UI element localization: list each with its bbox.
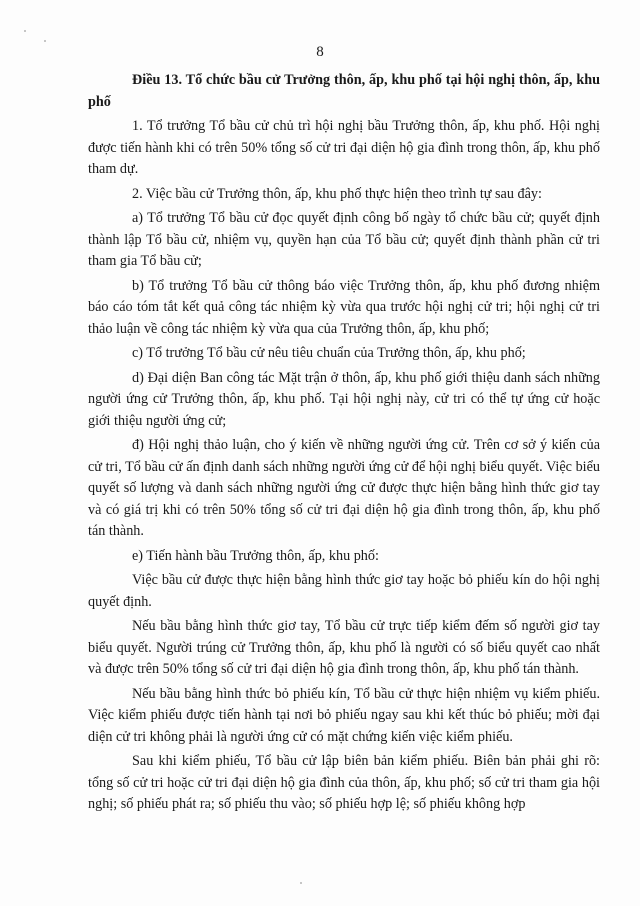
- paragraph-clause-2: 2. Việc bầu cử Trưởng thôn, ấp, khu phố thực hiện theo trình tự sau đây:: [132, 185, 542, 202]
- document-body: [88, 70, 600, 819]
- scan-speck: [300, 882, 302, 884]
- paragraph-voting-method: Việc bầu cử được thực hiện bằng hình thức giơ tay hoặc bỏ phiếu kín do hội nghị quyết định.: [88, 572, 600, 610]
- paragraph-clause-1: 1. Tổ trưởng Tổ bầu cử chủ trì hội nghị bầu Trưởng thôn, ấp, khu phố. Hội nghị được tiến hành khi có trên 50% tổng số cử tri đại diện hộ gia đình trong thôn, ấp, khu phố tham dự.: [88, 118, 600, 177]
- paragraph-item-e: e) Tiến hành bầu Trưởng thôn, ấp, khu phố:: [132, 547, 379, 564]
- paragraph-hand-vote: Nếu bầu bằng hình thức giơ tay, Tổ bầu cử trực tiếp kiểm đếm số người giơ tay biểu quyết. Người trúng cử Trưởng thôn, ấp, khu phố là người có số biểu quyết cao nhất và được trên 50% tổng số cử tri đại diện hộ gia đình trong thôn, ấp, khu phố tán thành.: [88, 618, 600, 677]
- article-title: Điều 13. Tổ chức bầu cử Trưởng thôn, ấp, khu phố tại hội nghị thôn, ấp, khu phố: [88, 72, 600, 110]
- paragraph-item-b: b) Tổ trưởng Tổ bầu cử thông báo việc Trưởng thôn, ấp, khu phố đương nhiệm báo cáo tóm tắt kết quả công tác nhiệm kỳ vừa qua trước hội nghị cử tri; hội nghị cử tri thảo luận về công tác nhiệm kỳ vừa qua của Trưởng thôn, ấp, khu phố;: [88, 277, 600, 337]
- scan-speck: [44, 40, 46, 42]
- paragraph-secret-ballot: Nếu bầu bằng hình thức bỏ phiếu kín, Tổ bầu cử thực hiện nhiệm vụ kiểm phiếu. Việc kiểm phiếu được tiến hành tại nơi bỏ phiếu ngay sau khi kết thúc bỏ phiếu; mời đại diện cử tri không phải là người ứng cử có mặt chứng kiến việc kiểm phiếu.: [88, 685, 600, 745]
- paragraph-item-a: a) Tổ trưởng Tổ bầu cử đọc quyết định công bố ngày tổ chức bầu cử; quyết định thành lập Tổ bầu cử, nhiệm vụ, quyền hạn của Tổ bầu cử; quyết định thành phần cử tri tham gia Tổ bầu cử;: [88, 210, 600, 269]
- paragraph-item-d: d) Đại diện Ban công tác Mặt trận ở thôn, ấp, khu phố giới thiệu danh sách những người ứng cử Trưởng thôn, ấp, khu phố. Tại hội nghị này, cử tri có thể tự ứng cử hoặc giới thiệu người ứng cử;: [88, 369, 600, 429]
- paragraph-item-dd: đ) Hội nghị thảo luận, cho ý kiến về những người ứng cử. Trên cơ sở ý kiến của cử tri, Tổ bầu cử ấn định danh sách những người ứng cử để hội nghị biểu quyết. Việc biểu quyết số lượng và danh sách những người ứng cử được thực hiện bằng hình thức giơ tay và có giá trị khi có trên 50% tổng số cử tri đại diện hộ gia đình trong thôn, ấp, khu phố tán thành.: [88, 437, 600, 539]
- page-number: 8: [316, 44, 324, 60]
- paragraph-vote-count-record: Sau khi kiểm phiếu, Tổ bầu cử lập biên bản kiểm phiếu. Biên bản phải ghi rõ: tổng số cử tri hoặc cử tri đại diện hộ gia đình của thôn, ấp, khu phố; số cử tri tham gia hội nghị; số phiếu phát ra; số phiếu thu vào; số phiếu hợp lệ; số phiếu không hợp: [88, 753, 600, 812]
- paragraph-item-c: c) Tổ trưởng Tổ bầu cử nêu tiêu chuẩn của Trưởng thôn, ấp, khu phố;: [132, 345, 526, 361]
- scan-speck: [24, 30, 26, 32]
